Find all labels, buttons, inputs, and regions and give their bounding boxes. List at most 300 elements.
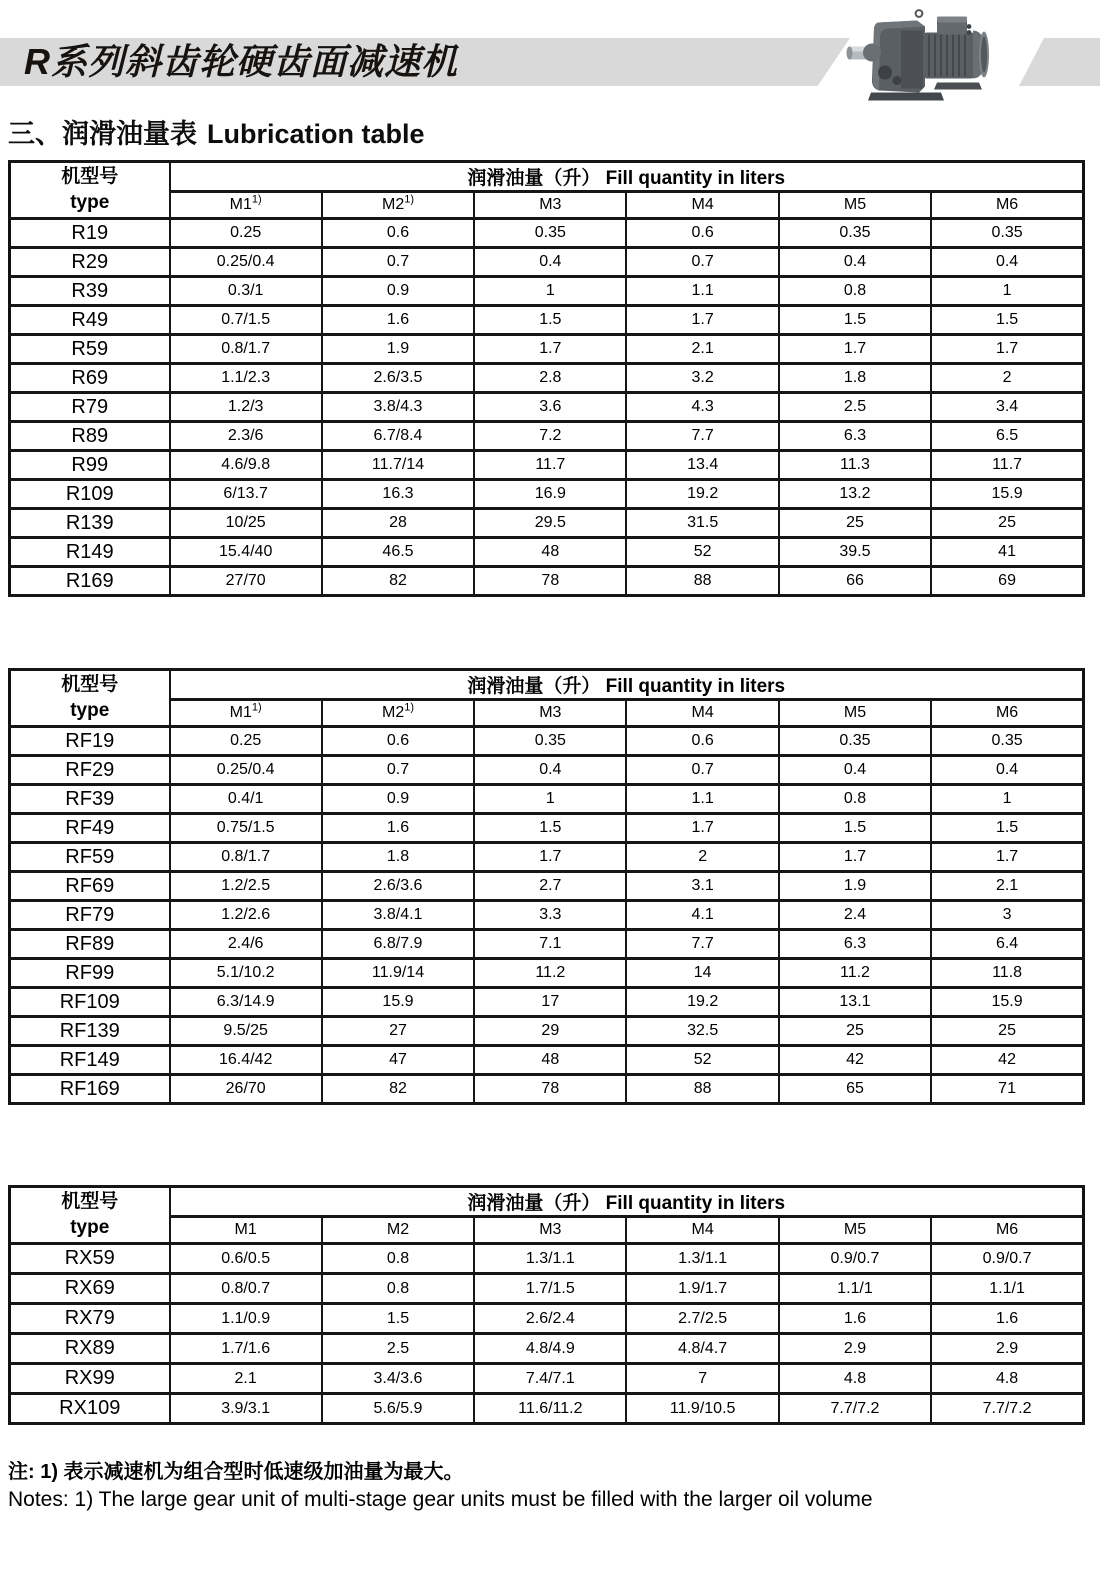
fill-value-cell: 0.25 — [170, 727, 322, 756]
fill-value-cell: 2.8 — [474, 364, 626, 393]
model-type-cell: R29 — [10, 248, 170, 277]
fill-value-cell: 2.3/6 — [170, 422, 322, 451]
footnote-zh: 注: 1) 表示减速机为组合型时低速级加油量为最大。 — [8, 1461, 464, 1483]
table-row — [10, 393, 1084, 422]
fill-value-cell: 2.6/3.5 — [322, 364, 474, 393]
fill-value-cell: 1 — [931, 785, 1083, 814]
fill-value-cell: 6.5 — [931, 422, 1083, 451]
stage-column-header: M3 — [474, 192, 626, 219]
fill-value-cell: 2.4/6 — [170, 930, 322, 959]
fill-value-cell: 0.6 — [322, 727, 474, 756]
table-row — [10, 335, 1084, 364]
stage-column-header: M6 — [931, 1217, 1083, 1244]
fill-value-cell: 1.5 — [322, 1304, 474, 1334]
footnote-marker: 1) — [404, 193, 414, 206]
table-row — [10, 1017, 1084, 1046]
table-row — [10, 814, 1084, 843]
model-type-cell: R39 — [10, 277, 170, 306]
fill-value-cell: 39.5 — [779, 538, 931, 567]
model-type-header-en: type — [70, 1217, 110, 1238]
fill-value-cell: 0.4/1 — [170, 785, 322, 814]
fill-value-cell: 0.9/0.7 — [779, 1244, 931, 1274]
fill-value-cell: 3.9/3.1 — [170, 1394, 322, 1424]
fill-value-cell: 1.7/1.6 — [170, 1334, 322, 1364]
model-type-cell: R69 — [10, 364, 170, 393]
fill-value-cell: 0.4 — [931, 248, 1083, 277]
fill-value-cell: 1.6 — [322, 306, 474, 335]
section-title-zh: 三、润滑油量表 — [8, 119, 197, 149]
fill-value-cell: 78 — [474, 1075, 626, 1104]
fill-value-cell: 2 — [626, 843, 778, 872]
fill-value-cell: 2.9 — [779, 1334, 931, 1364]
fill-value-cell: 1.3/1.1 — [474, 1244, 626, 1274]
fill-value-cell: 0.8/0.7 — [170, 1274, 322, 1304]
fill-value-cell: 1.1 — [626, 277, 778, 306]
fill-value-cell: 26/70 — [170, 1075, 322, 1104]
fill-value-cell: 0.35 — [779, 727, 931, 756]
gear-motor-illustration — [845, 6, 1005, 106]
fill-value-cell: 1.9/1.7 — [626, 1274, 778, 1304]
fill-value-cell: 1.6 — [931, 1304, 1083, 1334]
fill-value-cell: 0.4 — [474, 248, 626, 277]
stage-column-header: M5 — [779, 1217, 931, 1244]
fill-value-cell: 16.3 — [322, 480, 474, 509]
table-row — [10, 1075, 1084, 1104]
fill-value-cell: 1.9 — [322, 335, 474, 364]
lubrication-table-r-series — [8, 160, 1085, 597]
fill-value-cell: 1.8 — [779, 364, 931, 393]
fill-quantity-header: 润滑油量（升） Fill quantity in liters — [170, 670, 1084, 700]
table-row — [10, 364, 1084, 393]
model-type-cell: RF39 — [10, 785, 170, 814]
model-type-cell: R99 — [10, 451, 170, 480]
lubrication-table-rf-series — [8, 668, 1085, 1105]
table-row — [10, 872, 1084, 901]
model-type-cell: RX79 — [10, 1304, 170, 1334]
fill-value-cell: 2.7/2.5 — [626, 1304, 778, 1334]
fill-value-cell: 11.9/10.5 — [626, 1394, 778, 1424]
fill-value-cell: 0.6 — [626, 219, 778, 248]
model-type-cell: R139 — [10, 509, 170, 538]
fill-value-cell: 4.1 — [626, 901, 778, 930]
table-row — [10, 451, 1084, 480]
model-type-cell: RF29 — [10, 756, 170, 785]
fill-value-cell: 6.3 — [779, 930, 931, 959]
fill-value-cell: 2.6/3.6 — [322, 872, 474, 901]
model-type-header-en: type — [70, 700, 110, 721]
stage-column-header: M4 — [626, 192, 778, 219]
table-row — [10, 248, 1084, 277]
footnote-marker: 1) — [404, 701, 414, 714]
fill-value-cell: 6.7/8.4 — [322, 422, 474, 451]
fill-value-cell: 3.4 — [931, 393, 1083, 422]
fill-value-cell: 0.7 — [626, 756, 778, 785]
model-type-cell: R49 — [10, 306, 170, 335]
fill-value-cell: 4.8 — [779, 1364, 931, 1394]
model-type-cell: RF149 — [10, 1046, 170, 1075]
fill-value-cell: 0.25/0.4 — [170, 248, 322, 277]
fill-value-cell: 0.3/1 — [170, 277, 322, 306]
fill-value-cell: 0.7/1.5 — [170, 306, 322, 335]
fill-value-cell: 0.35 — [779, 219, 931, 248]
fill-value-cell: 3.8/4.1 — [322, 901, 474, 930]
fill-value-cell: 7.7/7.2 — [779, 1394, 931, 1424]
fill-value-cell: 1.7/1.5 — [474, 1274, 626, 1304]
fill-value-cell: 1 — [474, 785, 626, 814]
fill-value-cell: 1.7 — [779, 843, 931, 872]
fill-value-cell: 7.1 — [474, 930, 626, 959]
fill-value-cell: 1.2/3 — [170, 393, 322, 422]
model-type-cell: RX69 — [10, 1274, 170, 1304]
fill-value-cell: 25 — [779, 509, 931, 538]
fill-value-cell: 6.3/14.9 — [170, 988, 322, 1017]
fill-value-cell: 1.1/1 — [779, 1274, 931, 1304]
model-type-header-zh: 机型号 — [61, 166, 119, 188]
model-type-cell: RF19 — [10, 727, 170, 756]
fill-value-cell: 1.2/2.5 — [170, 872, 322, 901]
fill-value-cell: 6/13.7 — [170, 480, 322, 509]
fill-value-cell: 1.7 — [779, 335, 931, 364]
fill-value-cell: 2.5 — [322, 1334, 474, 1364]
fill-value-cell: 11.7/14 — [322, 451, 474, 480]
fill-value-cell: 15.9 — [931, 988, 1083, 1017]
fill-value-cell: 1.1/2.3 — [170, 364, 322, 393]
table-row — [10, 843, 1084, 872]
fill-value-cell: 13.1 — [779, 988, 931, 1017]
fill-quantity-header: 润滑油量（升） Fill quantity in liters — [170, 1187, 1084, 1217]
fill-value-cell: 0.8 — [779, 277, 931, 306]
fill-value-cell: 0.7 — [322, 756, 474, 785]
fill-value-cell: 69 — [931, 567, 1083, 596]
model-type-cell: RX109 — [10, 1394, 170, 1424]
fill-value-cell: 10/25 — [170, 509, 322, 538]
fill-value-cell: 2.7 — [474, 872, 626, 901]
header-band-right-accent — [1019, 38, 1100, 86]
fill-value-cell: 1.6 — [779, 1304, 931, 1334]
fill-value-cell: 2.1 — [170, 1364, 322, 1394]
fill-value-cell: 6.4 — [931, 930, 1083, 959]
fill-value-cell: 88 — [626, 1075, 778, 1104]
fill-value-cell: 1.3/1.1 — [626, 1244, 778, 1274]
footnotes — [8, 1458, 873, 1514]
model-type-cell: RX59 — [10, 1244, 170, 1274]
fill-value-cell: 29.5 — [474, 509, 626, 538]
fill-value-cell: 2.1 — [626, 335, 778, 364]
fill-value-cell: 25 — [779, 1017, 931, 1046]
fill-value-cell: 29 — [474, 1017, 626, 1046]
fill-value-cell: 0.8/1.7 — [170, 335, 322, 364]
model-type-cell: R19 — [10, 219, 170, 248]
fill-value-cell: 11.8 — [931, 959, 1083, 988]
stage-column-header: M1 — [170, 1217, 322, 1244]
fill-value-cell: 5.1/10.2 — [170, 959, 322, 988]
model-type-cell: RF109 — [10, 988, 170, 1017]
table-row — [10, 567, 1084, 596]
fill-value-cell: 5.6/5.9 — [322, 1394, 474, 1424]
stage-column-header: M6 — [931, 192, 1083, 219]
footnote-marker: 1) — [251, 701, 262, 714]
fill-value-cell: 2.6/2.4 — [474, 1304, 626, 1334]
fill-value-cell: 2.5 — [779, 393, 931, 422]
fill-value-cell: 2.4 — [779, 901, 931, 930]
fill-value-cell: 7.7 — [626, 930, 778, 959]
table-row — [10, 988, 1084, 1017]
table-row — [10, 422, 1084, 451]
stage-column-header: M5 — [779, 192, 931, 219]
fill-value-cell: 88 — [626, 567, 778, 596]
table-row — [10, 756, 1084, 785]
series-title: R系列斜齿轮硬齿面减速机 — [24, 41, 458, 82]
footnote-marker: 1) — [251, 193, 262, 206]
fill-value-cell: 15.9 — [931, 480, 1083, 509]
fill-value-cell: 0.6/0.5 — [170, 1244, 322, 1274]
fill-value-cell: 4.6/9.8 — [170, 451, 322, 480]
stage-column-header: M2 — [322, 1217, 474, 1244]
fill-value-cell: 1.2/2.6 — [170, 901, 322, 930]
fill-value-cell: 3.1 — [626, 872, 778, 901]
fill-value-cell: 1.7 — [931, 843, 1083, 872]
fill-value-cell: 0.9 — [322, 785, 474, 814]
table-row — [10, 930, 1084, 959]
fill-value-cell: 46.5 — [322, 538, 474, 567]
table-row — [10, 1394, 1084, 1424]
model-type-cell: R109 — [10, 480, 170, 509]
fill-value-cell: 2.1 — [931, 872, 1083, 901]
fill-value-cell: 25 — [931, 509, 1083, 538]
table-row — [10, 1364, 1084, 1394]
table-row — [10, 538, 1084, 567]
stage-column-header: M1$^{1)}$ — [170, 192, 322, 219]
fill-value-cell: 41 — [931, 538, 1083, 567]
fill-value-cell: 0.25 — [170, 219, 322, 248]
model-type-cell: R149 — [10, 538, 170, 567]
fill-value-cell: 13.2 — [779, 480, 931, 509]
model-type-cell: RF49 — [10, 814, 170, 843]
fill-value-cell: 47 — [322, 1046, 474, 1075]
stage-column-header: M2$^{1)}$ — [322, 192, 474, 219]
table-row — [10, 277, 1084, 306]
fill-value-cell: 1.8 — [322, 843, 474, 872]
model-type-cell: R89 — [10, 422, 170, 451]
fill-value-cell: 0.35 — [474, 727, 626, 756]
model-type-cell: R59 — [10, 335, 170, 364]
fill-value-cell: 3 — [931, 901, 1083, 930]
fill-value-cell: 2 — [931, 364, 1083, 393]
fill-value-cell: 0.8 — [779, 785, 931, 814]
fill-value-cell: 14 — [626, 959, 778, 988]
fill-value-cell: 0.4 — [779, 248, 931, 277]
fill-value-cell: 82 — [322, 567, 474, 596]
fill-value-cell: 1.5 — [779, 814, 931, 843]
fill-value-cell: 11.7 — [474, 451, 626, 480]
stage-column-header: M6 — [931, 700, 1083, 727]
model-type-cell: RF59 — [10, 843, 170, 872]
model-type-cell: RX99 — [10, 1364, 170, 1394]
fill-value-cell: 0.8/1.7 — [170, 843, 322, 872]
model-type-cell: R79 — [10, 393, 170, 422]
fill-value-cell: 11.3 — [779, 451, 931, 480]
stage-column-header: M3 — [474, 700, 626, 727]
model-type-cell: RF69 — [10, 872, 170, 901]
stage-column-header: M4 — [626, 700, 778, 727]
fill-value-cell: 1.7 — [474, 335, 626, 364]
fill-value-cell: 3.2 — [626, 364, 778, 393]
table-row — [10, 1244, 1084, 1274]
fill-quantity-header: 润滑油量（升） Fill quantity in liters — [170, 162, 1084, 192]
fill-value-cell: 19.2 — [626, 988, 778, 1017]
model-type-header-en: type — [70, 192, 110, 213]
fill-value-cell: 32.5 — [626, 1017, 778, 1046]
model-type-cell: R169 — [10, 567, 170, 596]
fill-value-cell: 15.9 — [322, 988, 474, 1017]
fill-value-cell: 3.8/4.3 — [322, 393, 474, 422]
footnote-en: Notes: 1) The large gear unit of multi-stage gear units must be filled with the larger oil volume — [8, 1488, 873, 1511]
fill-value-cell: 0.35 — [474, 219, 626, 248]
table-row — [10, 1274, 1084, 1304]
fill-value-cell: 3.4/3.6 — [322, 1364, 474, 1394]
model-type-cell: RF139 — [10, 1017, 170, 1046]
model-type-header — [10, 162, 170, 219]
fill-value-cell: 1 — [474, 277, 626, 306]
table-row — [10, 509, 1084, 538]
fill-value-cell: 0.25/0.4 — [170, 756, 322, 785]
table-row — [10, 480, 1084, 509]
table-row — [10, 1334, 1084, 1364]
fill-value-cell: 1.9 — [779, 872, 931, 901]
stage-column-header: M2$^{1)}$ — [322, 700, 474, 727]
fill-value-cell: 7.7/7.2 — [931, 1394, 1083, 1424]
fill-value-cell: 19.2 — [626, 480, 778, 509]
fill-value-cell: 27 — [322, 1017, 474, 1046]
fill-value-cell: 1.7 — [474, 843, 626, 872]
fill-value-cell: 1.6 — [322, 814, 474, 843]
table-row — [10, 727, 1084, 756]
fill-value-cell: 13.4 — [626, 451, 778, 480]
fill-value-cell: 11.9/14 — [322, 959, 474, 988]
model-type-header-zh: 机型号 — [61, 674, 119, 696]
fill-value-cell: 25 — [931, 1017, 1083, 1046]
model-type-cell: RX89 — [10, 1334, 170, 1364]
fill-value-cell: 48 — [474, 1046, 626, 1075]
fill-value-cell: 0.6 — [322, 219, 474, 248]
fill-value-cell: 7 — [626, 1364, 778, 1394]
fill-value-cell: 9.5/25 — [170, 1017, 322, 1046]
table-row — [10, 306, 1084, 335]
fill-value-cell: 16.9 — [474, 480, 626, 509]
fill-value-cell: 0.7 — [626, 248, 778, 277]
fill-value-cell: 7.2 — [474, 422, 626, 451]
fill-value-cell: 4.3 — [626, 393, 778, 422]
fill-value-cell: 11.2 — [474, 959, 626, 988]
model-type-cell: RF79 — [10, 901, 170, 930]
fill-value-cell: 1 — [931, 277, 1083, 306]
fill-value-cell: 1.1 — [626, 785, 778, 814]
fill-value-cell: 0.6 — [626, 727, 778, 756]
fill-value-cell: 0.4 — [931, 756, 1083, 785]
fill-value-cell: 3.3 — [474, 901, 626, 930]
fill-value-cell: 1.5 — [931, 814, 1083, 843]
fill-value-cell: 0.4 — [474, 756, 626, 785]
fill-value-cell: 42 — [931, 1046, 1083, 1075]
fill-value-cell: 52 — [626, 538, 778, 567]
fill-value-cell: 48 — [474, 538, 626, 567]
fill-value-cell: 27/70 — [170, 567, 322, 596]
fill-value-cell: 15.4/40 — [170, 538, 322, 567]
lubrication-table-rx-series — [8, 1185, 1085, 1425]
fill-value-cell: 0.9 — [322, 277, 474, 306]
fill-value-cell: 7.4/7.1 — [474, 1364, 626, 1394]
fill-value-cell: 0.35 — [931, 727, 1083, 756]
fill-value-cell: 4.8/4.9 — [474, 1334, 626, 1364]
fill-value-cell: 6.3 — [779, 422, 931, 451]
fill-value-cell: 0.4 — [779, 756, 931, 785]
table-row — [10, 901, 1084, 930]
stage-column-header: M4 — [626, 1217, 778, 1244]
fill-value-cell: 2.9 — [931, 1334, 1083, 1364]
fill-value-cell: 0.7 — [322, 248, 474, 277]
fill-value-cell: 11.7 — [931, 451, 1083, 480]
fill-value-cell: 71 — [931, 1075, 1083, 1104]
model-type-cell: RF99 — [10, 959, 170, 988]
fill-value-cell: 16.4/42 — [170, 1046, 322, 1075]
table-row — [10, 785, 1084, 814]
fill-value-cell: 31.5 — [626, 509, 778, 538]
fill-value-cell: 4.8 — [931, 1364, 1083, 1394]
fill-value-cell: 1.1/1 — [931, 1274, 1083, 1304]
fill-value-cell: 0.9/0.7 — [931, 1244, 1083, 1274]
fill-value-cell: 1.5 — [474, 814, 626, 843]
stage-column-header: M1$^{1)}$ — [170, 700, 322, 727]
fill-value-cell: 1.5 — [779, 306, 931, 335]
table-row — [10, 1304, 1084, 1334]
fill-value-cell: 11.2 — [779, 959, 931, 988]
fill-value-cell: 3.6 — [474, 393, 626, 422]
fill-value-cell: 1.1/0.9 — [170, 1304, 322, 1334]
table-row — [10, 959, 1084, 988]
table-row — [10, 219, 1084, 248]
fill-value-cell: 6.8/7.9 — [322, 930, 474, 959]
fill-value-cell: 65 — [779, 1075, 931, 1104]
fill-value-cell: 42 — [779, 1046, 931, 1075]
table-row — [10, 1046, 1084, 1075]
model-type-cell: RF89 — [10, 930, 170, 959]
fill-value-cell: 52 — [626, 1046, 778, 1075]
fill-value-cell: 7.7 — [626, 422, 778, 451]
fill-value-cell: 1.7 — [626, 814, 778, 843]
fill-value-cell: 11.6/11.2 — [474, 1394, 626, 1424]
fill-value-cell: 0.8 — [322, 1274, 474, 1304]
fill-value-cell: 1.5 — [931, 306, 1083, 335]
fill-value-cell: 0.35 — [931, 219, 1083, 248]
fill-value-cell: 78 — [474, 567, 626, 596]
fill-value-cell: 1.7 — [626, 306, 778, 335]
section-title-en: Lubrication table — [207, 119, 425, 149]
section-title — [8, 112, 425, 151]
fill-value-cell: 4.8/4.7 — [626, 1334, 778, 1364]
fill-value-cell: 1.7 — [931, 335, 1083, 364]
fill-value-cell: 1.5 — [474, 306, 626, 335]
stage-column-header: M5 — [779, 700, 931, 727]
fill-value-cell: 17 — [474, 988, 626, 1017]
model-type-cell: RF169 — [10, 1075, 170, 1104]
model-type-header-zh: 机型号 — [61, 1191, 119, 1213]
fill-value-cell: 82 — [322, 1075, 474, 1104]
fill-value-cell: 66 — [779, 567, 931, 596]
fill-value-cell: 0.75/1.5 — [170, 814, 322, 843]
model-type-header — [10, 1187, 170, 1244]
fill-value-cell: 0.8 — [322, 1244, 474, 1274]
fill-value-cell: 28 — [322, 509, 474, 538]
